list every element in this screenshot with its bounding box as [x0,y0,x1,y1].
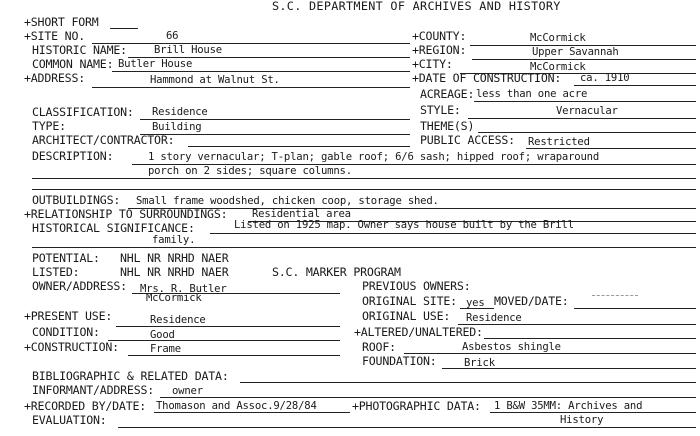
city-value: McCormick [530,61,586,73]
address-label: +ADDRESS: [24,71,86,85]
potential-codes: NHL NR NRHD NAER [120,251,229,265]
type-line [140,134,410,135]
historical-significance-label: HISTORICAL SIGNIFICANCE: [32,221,195,235]
moved-date-line [574,308,696,309]
recorded-by-label: +RECORDED BY/DATE: [24,399,147,413]
altered-label: +ALTERED/UNALTERED: [354,325,483,339]
common-name-value: Butler House [118,58,193,70]
historic-name-label: HISTORIC NAME: [32,43,127,57]
description-label: DESCRIPTION: [32,149,114,163]
foundation-value: Brick [464,357,495,369]
address-line [92,87,410,88]
style-line [468,118,696,119]
classification-line [140,119,410,120]
photographic-line-2: History [560,414,604,426]
address-value: Hammond at Walnut St. [150,74,280,86]
site-no-value: 66 [166,30,179,42]
short-form-line [110,28,138,29]
construction-line [128,355,340,356]
style-value: Vernacular [556,105,618,117]
condition-value: Good [150,329,175,341]
foundation-line [442,368,696,369]
present-use-label: +PRESENT USE: [24,309,113,323]
roof-line [404,353,696,354]
recorded-by-line [154,412,350,413]
description-underline-2 [32,178,696,179]
description-underline-3 [32,189,696,190]
outbuildings-label: OUTBUILDINGS: [32,193,121,207]
relationship-value: Residential area [252,208,351,220]
informant-value: owner [172,385,203,397]
region-label: +REGION: [412,43,467,57]
photographic-data-label: +PHOTOGRAPHIC DATA: [352,399,481,413]
owner-line-2: McCormick [146,292,202,304]
evaluation-line [118,427,696,428]
original-use-label: ORIGINAL USE: [362,309,451,323]
moved-date-label: MOVED/DATE: [494,294,569,308]
condition-label: CONDITION: [32,325,100,339]
public-access-value: Restricted [528,136,590,148]
marker-program-label: S.C. MARKER PROGRAM [272,265,401,279]
classification-value: Residence [152,106,208,118]
stray-mark [592,295,638,296]
historical-significance-line-2: family. [152,234,196,246]
short-form-label: +SHORT FORM [24,15,99,29]
description-line-2: porch on 2 sides; square columns. [148,165,352,177]
classification-label: CLASSIFICATION: [32,105,134,119]
foundation-label: FOUNDATION: [362,354,437,368]
public-access-label: PUBLIC ACCESS: [420,133,515,147]
evaluation-label: EVALUATION: [32,413,107,427]
owner-line-1: Mrs. R. Butler [140,283,227,295]
roof-value: Asbestos shingle [462,341,561,353]
original-site-value: yes [466,297,485,309]
listed-codes: NHL NR NRHD NAER [120,265,229,279]
acreage-value: less than one acre [476,88,588,100]
common-name-line [112,71,410,72]
date-of-construction-value: ca. 1910 [580,72,630,84]
architect-label: ARCHITECT/CONTRACTOR: [32,133,175,147]
acreage-label: ACREAGE: [420,87,475,101]
county-value: McCormick [530,32,586,44]
informant-label: INFORMANT/ADDRESS: [32,383,155,397]
listed-label: LISTED: [32,265,80,279]
page-title: S.C. DEPARTMENT OF ARCHIVES AND HISTORY [272,0,561,13]
present-use-line [116,326,340,327]
owner-address-label: OWNER/ADDRESS: [32,279,127,293]
outbuildings-value: Small frame woodshed, chicken coop, storage shed. [136,195,439,207]
original-site-label: ORIGINAL SITE: [362,294,457,308]
date-of-construction-label: +DATE OF CONSTRUCTION: [412,71,562,85]
date-of-construction-line [574,85,696,86]
county-label: +COUNTY: [412,29,467,43]
historical-significance-underline-2 [32,247,696,248]
altered-line [484,338,696,339]
recorded-by-value: Thomason and Assoc.9/28/84 [156,400,317,412]
historic-name-value: Brill House [154,44,222,56]
historical-significance-underline-1 [210,233,696,234]
bibliographic-label: BIBLIOGRAPHIC & RELATED DATA: [32,369,229,383]
architect-line [188,146,410,147]
public-access-line [526,148,696,149]
common-name-label: COMMON NAME: [32,57,114,71]
potential-label: POTENTIAL: [32,251,100,265]
original-site-line [460,308,494,309]
photographic-underline [490,412,696,413]
type-label: TYPE: [32,119,66,133]
informant-line [160,397,696,398]
historical-significance-line-1: Listed on 1925 map. Owner says house built by the Brill [234,219,574,231]
original-use-line [458,324,696,325]
city-label: +CITY: [412,57,453,71]
construction-label: +CONSTRUCTION: [24,340,119,354]
construction-value: Frame [150,343,181,355]
previous-owners-label: PREVIOUS OWNERS: [362,279,471,293]
style-label: STYLE: [420,103,461,117]
site-no-label: +SITE NO. [24,29,86,43]
condition-line [108,340,340,341]
original-use-value: Residence [466,312,522,324]
theme-label: THEME(S) [420,119,475,133]
type-value: Building [152,121,202,133]
region-line [472,59,696,60]
present-use-value: Residence [150,314,206,326]
relationship-label: +RELATIONSHIP TO SURROUNDINGS: [24,207,228,221]
bibliographic-line [240,382,696,383]
description-line-1: 1 story vernacular; T-plan; gable roof; 6/6 sash; hipped roof; wraparound [148,151,599,163]
roof-label: ROOF: [362,340,396,354]
photographic-line-1: 1 B&W 35MM: Archives and [494,400,643,412]
site-no-line [92,43,410,44]
region-value: Upper Savannah [532,46,619,58]
acreage-line [474,101,696,102]
